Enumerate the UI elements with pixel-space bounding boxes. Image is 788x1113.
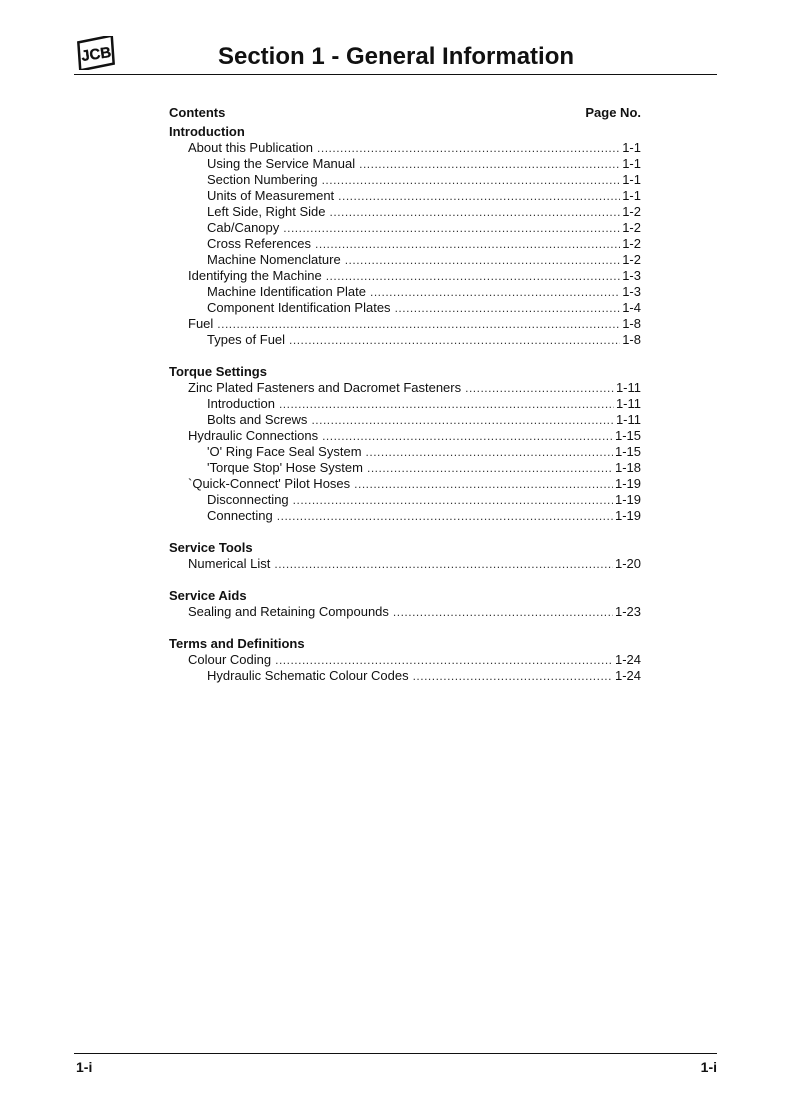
- toc-entry[interactable]: [169, 444, 641, 460]
- dot-leader: [370, 284, 620, 300]
- toc-entry[interactable]: [169, 172, 641, 188]
- toc-entry[interactable]: [169, 412, 641, 428]
- dot-leader: [277, 508, 613, 524]
- toc-entry[interactable]: [169, 492, 641, 508]
- footer-folio-left: 1-i: [76, 1059, 93, 1075]
- toc-entry-page: 1-2: [622, 204, 641, 219]
- toc-entry-page: 1-1: [622, 172, 641, 187]
- toc-entry-label: Colour Coding: [188, 652, 272, 667]
- dot-leader: [359, 156, 620, 172]
- toc-entry-page: 1-11: [615, 380, 641, 395]
- toc-entry-label: Section Numbering: [207, 172, 318, 187]
- toc-entry[interactable]: [169, 380, 641, 396]
- toc-entry-label: Machine Nomenclature: [207, 252, 341, 267]
- dot-leader: [217, 316, 620, 332]
- dot-leader: [338, 188, 620, 204]
- toc-entry-label: Machine Identification Plate: [207, 284, 366, 299]
- toc-entry[interactable]: [169, 396, 641, 412]
- dot-leader: [345, 252, 621, 268]
- toc-entry[interactable]: [169, 668, 641, 684]
- toc-entry-label: 'O' Ring Face Seal System: [207, 444, 362, 459]
- footer-folio-right: 1-i: [700, 1059, 717, 1075]
- toc-entry-page: 1-20: [614, 556, 641, 571]
- footer-rule: [74, 1053, 717, 1054]
- page-number-label: Page No.: [585, 105, 641, 120]
- toc-entry-page: 1-19: [614, 508, 641, 523]
- toc-entry[interactable]: [169, 220, 641, 236]
- dot-leader: [279, 396, 614, 412]
- toc-entry[interactable]: [169, 156, 641, 172]
- toc-entry-label: 'Torque Stop' Hose System: [207, 460, 363, 475]
- toc-section: [169, 540, 641, 572]
- toc-section-title: Torque Settings: [169, 364, 267, 379]
- toc-sections: [169, 124, 641, 684]
- table-of-contents: [169, 105, 641, 700]
- toc-entry[interactable]: [169, 204, 641, 220]
- header-rule: [74, 74, 717, 75]
- toc-entry-label: Cross References: [207, 236, 312, 251]
- toc-entry-label: Sealing and Retaining Compounds: [188, 604, 389, 619]
- toc-entry[interactable]: [169, 268, 641, 284]
- toc-section-title: Service Aids: [169, 588, 247, 603]
- dot-leader: [322, 428, 613, 444]
- toc-entry-page: 1-24: [614, 668, 641, 683]
- dot-leader: [311, 412, 614, 428]
- toc-entry-page: 1-1: [622, 156, 641, 171]
- dot-leader: [274, 556, 613, 572]
- toc-entry[interactable]: [169, 188, 641, 204]
- dot-leader: [413, 668, 613, 684]
- toc-header: [169, 105, 641, 121]
- toc-entry-page: 1-23: [614, 604, 641, 619]
- toc-entry-page: 1-18: [614, 460, 641, 475]
- toc-entry-page: 1-24: [614, 652, 641, 667]
- dot-leader: [289, 332, 620, 348]
- toc-entry[interactable]: [169, 140, 641, 156]
- toc-entry-label: Cab/Canopy: [207, 220, 280, 235]
- toc-entry-label: Hydraulic Schematic Colour Codes: [207, 668, 409, 683]
- toc-entry-page: 1-3: [622, 284, 641, 299]
- toc-entry-label: Connecting: [207, 508, 273, 523]
- dot-leader: [317, 140, 620, 156]
- dot-leader: [326, 268, 621, 284]
- dot-leader: [354, 476, 613, 492]
- dot-leader: [367, 460, 613, 476]
- toc-section-title: Terms and Definitions: [169, 636, 305, 651]
- toc-entry[interactable]: [169, 300, 641, 316]
- toc-entry[interactable]: [169, 508, 641, 524]
- toc-entry-page: 1-1: [622, 188, 641, 203]
- dot-leader: [366, 444, 613, 460]
- toc-entry-page: 1-2: [622, 220, 641, 235]
- dot-leader: [395, 300, 621, 316]
- toc-entry-label: Component Identification Plates: [207, 300, 391, 315]
- toc-entry-page: 1-1: [622, 140, 641, 155]
- toc-entry-label: Bolts and Screws: [207, 412, 308, 427]
- toc-entry-label: Units of Measurement: [207, 188, 335, 203]
- toc-entry-label: Using the Service Manual: [207, 156, 356, 171]
- dot-leader: [275, 652, 613, 668]
- toc-entry-page: 1-8: [622, 316, 641, 331]
- toc-entry-page: 1-4: [622, 300, 641, 315]
- dot-leader: [465, 380, 614, 396]
- toc-section-title: Introduction: [169, 124, 245, 139]
- toc-section: [169, 588, 641, 620]
- toc-entry-label: About this Publication: [188, 140, 314, 155]
- toc-entry-label: Zinc Plated Fasteners and Dacromet Fasteners: [188, 380, 462, 395]
- toc-entry[interactable]: [169, 236, 641, 252]
- toc-entry-label: Identifying the Machine: [188, 268, 322, 283]
- toc-entry-label: Disconnecting: [207, 492, 289, 507]
- toc-entry[interactable]: [169, 252, 641, 268]
- toc-entry-page: 1-3: [622, 268, 641, 283]
- dot-leader: [315, 236, 620, 252]
- toc-entry-label: Numerical List: [188, 556, 271, 571]
- contents-label: Contents: [169, 105, 226, 120]
- dot-leader: [322, 172, 621, 188]
- toc-entry[interactable]: [169, 476, 641, 492]
- toc-section: [169, 636, 641, 684]
- toc-entry-label: Hydraulic Connections: [188, 428, 319, 443]
- toc-entry-page: 1-11: [615, 396, 641, 411]
- toc-entry[interactable]: [169, 604, 641, 620]
- page-title: Section 1 - General Information: [217, 43, 575, 70]
- dot-leader: [293, 492, 613, 508]
- toc-section: [169, 124, 641, 348]
- dot-leader: [330, 204, 621, 220]
- toc-entry[interactable]: [169, 332, 641, 348]
- dot-leader: [393, 604, 613, 620]
- toc-entry-page: 1-11: [615, 412, 641, 427]
- toc-section: [169, 364, 641, 524]
- toc-entry[interactable]: [169, 428, 641, 444]
- toc-entry-page: 1-15: [614, 444, 641, 459]
- toc-entry-page: 1-19: [614, 492, 641, 507]
- toc-entry-page: 1-2: [622, 236, 641, 251]
- toc-entry[interactable]: [169, 284, 641, 300]
- logo-text: JCB: [80, 43, 113, 65]
- toc-entry-page: 1-15: [614, 428, 641, 443]
- dot-leader: [283, 220, 620, 236]
- toc-entry-label: Fuel: [188, 316, 214, 331]
- toc-entry-page: 1-8: [622, 332, 641, 347]
- toc-entry[interactable]: [169, 652, 641, 668]
- toc-entry[interactable]: [169, 556, 641, 572]
- toc-entry[interactable]: [169, 460, 641, 476]
- toc-section-title: Service Tools: [169, 540, 253, 555]
- toc-entry-label: Introduction: [207, 396, 275, 411]
- toc-entry-page: 1-19: [614, 476, 641, 491]
- toc-entry-page: 1-2: [622, 252, 641, 267]
- toc-entry-label: Left Side, Right Side: [207, 204, 326, 219]
- toc-entry-label: `Quick-Connect' Pilot Hoses: [188, 476, 351, 491]
- toc-entry[interactable]: [169, 316, 641, 332]
- toc-entry-label: Types of Fuel: [207, 332, 286, 347]
